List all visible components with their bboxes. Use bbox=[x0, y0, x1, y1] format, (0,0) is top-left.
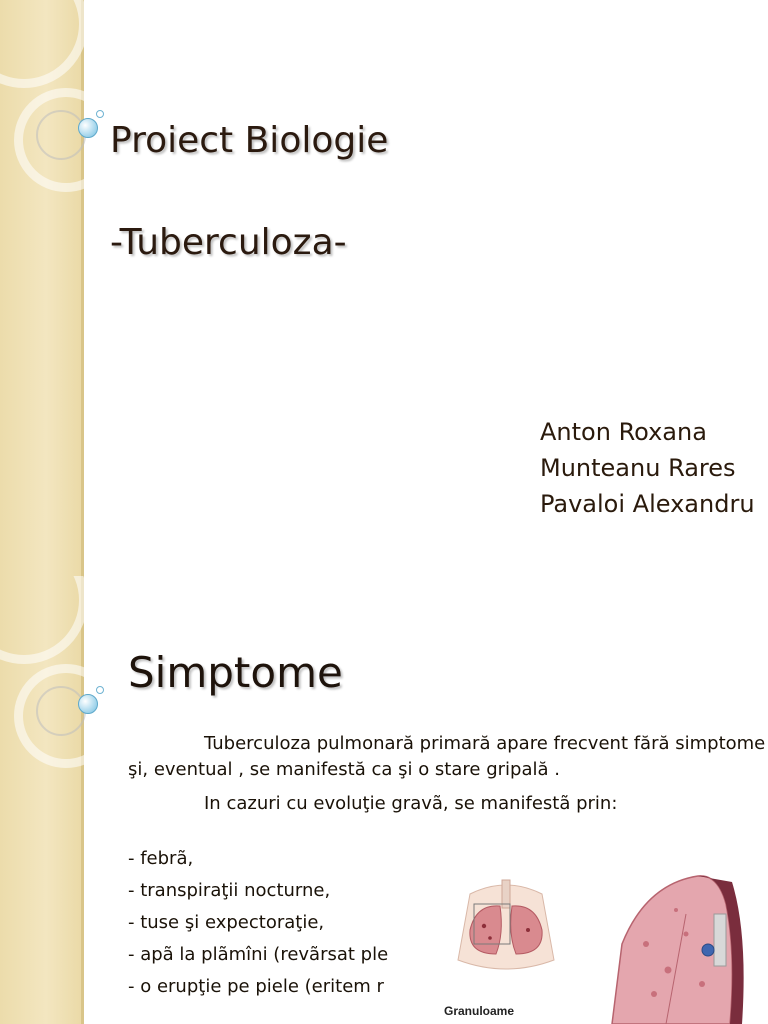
author-name: Munteanu Rares bbox=[540, 454, 736, 482]
dot-icon bbox=[96, 686, 104, 694]
lung-illustration bbox=[436, 874, 768, 1024]
bubble-icon bbox=[78, 118, 98, 138]
authors-list bbox=[540, 417, 760, 525]
figure-label: Granuloame bbox=[444, 1004, 515, 1018]
decorative-ring bbox=[36, 686, 86, 736]
list-item: - transpiraţii nocturne, bbox=[128, 880, 331, 901]
symptoms-intro bbox=[128, 731, 768, 817]
decorative-ring bbox=[36, 110, 86, 160]
symptoms-slide bbox=[0, 576, 768, 1024]
list-item: - o erupţie pe piele (eritem r bbox=[128, 976, 384, 997]
paragraph: In cazuri cu evoluţie gravã, se manifestã prin: bbox=[204, 793, 618, 814]
slide-title: Simptome bbox=[128, 648, 343, 697]
author-name: Pavaloi Alexandru bbox=[540, 490, 755, 518]
list-item: - apã la plãmîni (revãrsat ple bbox=[128, 944, 389, 965]
dot-icon bbox=[96, 110, 104, 118]
author-name: Anton Roxana bbox=[540, 418, 707, 446]
lung-figure bbox=[436, 874, 768, 1024]
slide-title-line2: -Tuberculoza- bbox=[110, 222, 347, 263]
paragraph: Tuberculoza pulmonară primară apare frecvent fără simptome şi, eventual , se manifestă ca şi o stare gripală . bbox=[128, 733, 766, 780]
slide-title-line1: Proiect Biologie bbox=[110, 120, 389, 161]
list-item: - tuse şi expectoraţie, bbox=[128, 912, 325, 933]
bubble-icon bbox=[78, 694, 98, 714]
list-item: - febrã, bbox=[128, 848, 194, 869]
